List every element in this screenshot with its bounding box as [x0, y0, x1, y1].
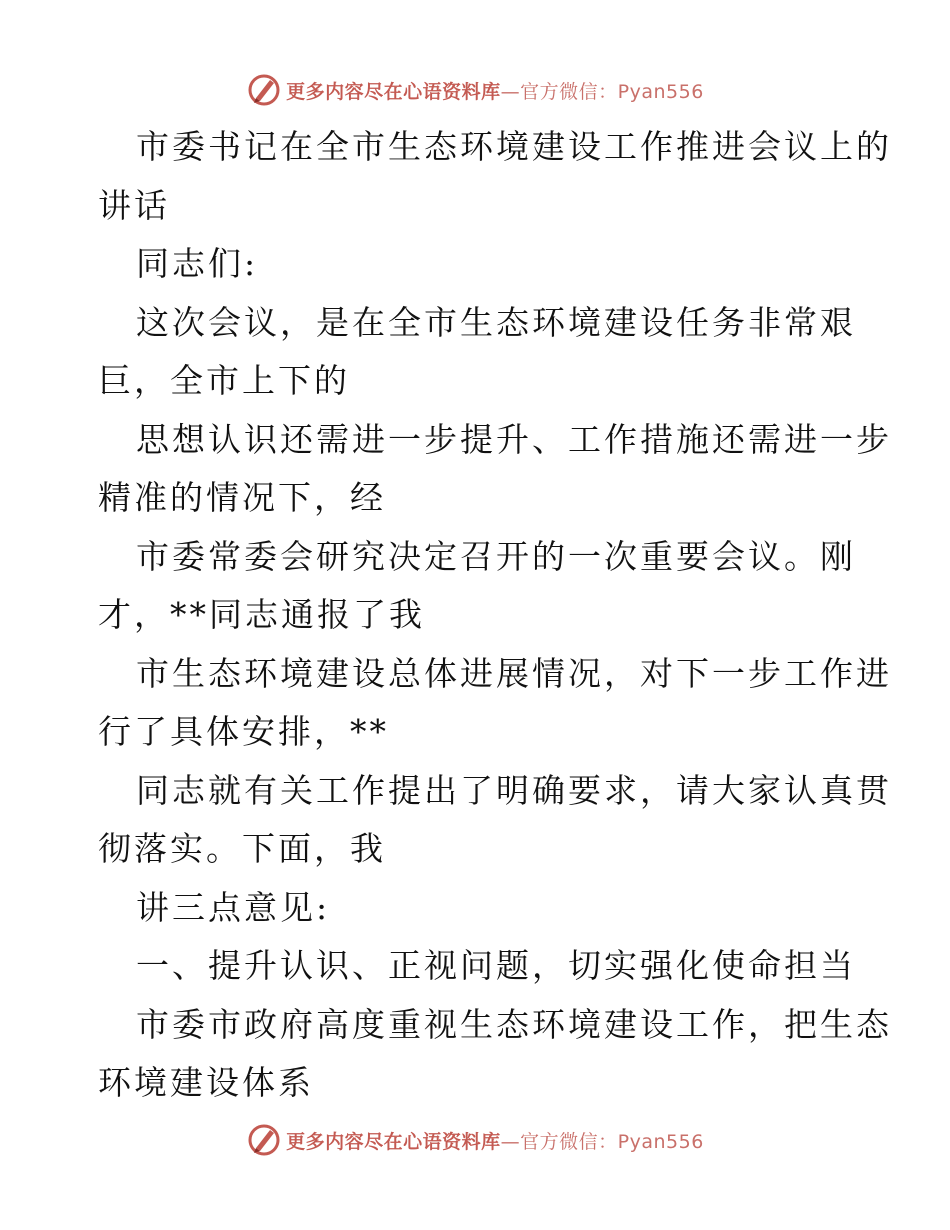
watermark-main-text: 更多内容尽在心语资料库	[286, 1130, 501, 1153]
text-line: 才，**同志通报了我	[98, 595, 425, 634]
document-body	[98, 118, 892, 1113]
footer-watermark	[0, 1120, 950, 1160]
watermark-contact-text: —官方微信：Pyan556	[500, 1130, 704, 1153]
text-line: 行了具体安排，**	[98, 712, 389, 751]
text-line: 思想认识还需进一步提升、工作措施还需进一步	[136, 419, 892, 459]
pen-logo-icon	[246, 1122, 282, 1158]
text-line: 这次会议，是在全市生态环境建设任务非常艰	[136, 302, 856, 342]
text-line: 市生态环境建设总体进展情况，对下一步工作进	[136, 653, 892, 693]
text-line: 市委书记在全市生态环境建设工作推进会议上的	[136, 127, 892, 166]
text-line: 讲三点意见:	[136, 887, 331, 927]
text-line: 环境建设体系	[98, 1063, 314, 1102]
header-watermark	[0, 70, 950, 110]
text-line: 精准的情况下，经	[98, 478, 386, 517]
text-line: 市委市政府高度重视生态环境建设工作，把生态	[136, 1004, 892, 1044]
text-line: 彻落实。下面，我	[98, 829, 386, 868]
text-line: 市委常委会研究决定召开的一次重要会议。刚	[136, 536, 856, 576]
watermark-contact-text: —官方微信：Pyan556	[500, 80, 704, 103]
text-line: 巨，全市上下的	[98, 361, 350, 400]
text-line: 一、提升认识、正视问题，切实强化使命担当	[136, 946, 856, 985]
text-line: 同志就有关工作提出了明确要求，请大家认真贯	[136, 770, 892, 810]
text-line: 同志们:	[136, 244, 259, 283]
pen-logo-icon	[246, 72, 282, 108]
text-line: 讲话	[98, 185, 170, 225]
watermark-main-text: 更多内容尽在心语资料库	[286, 80, 501, 103]
